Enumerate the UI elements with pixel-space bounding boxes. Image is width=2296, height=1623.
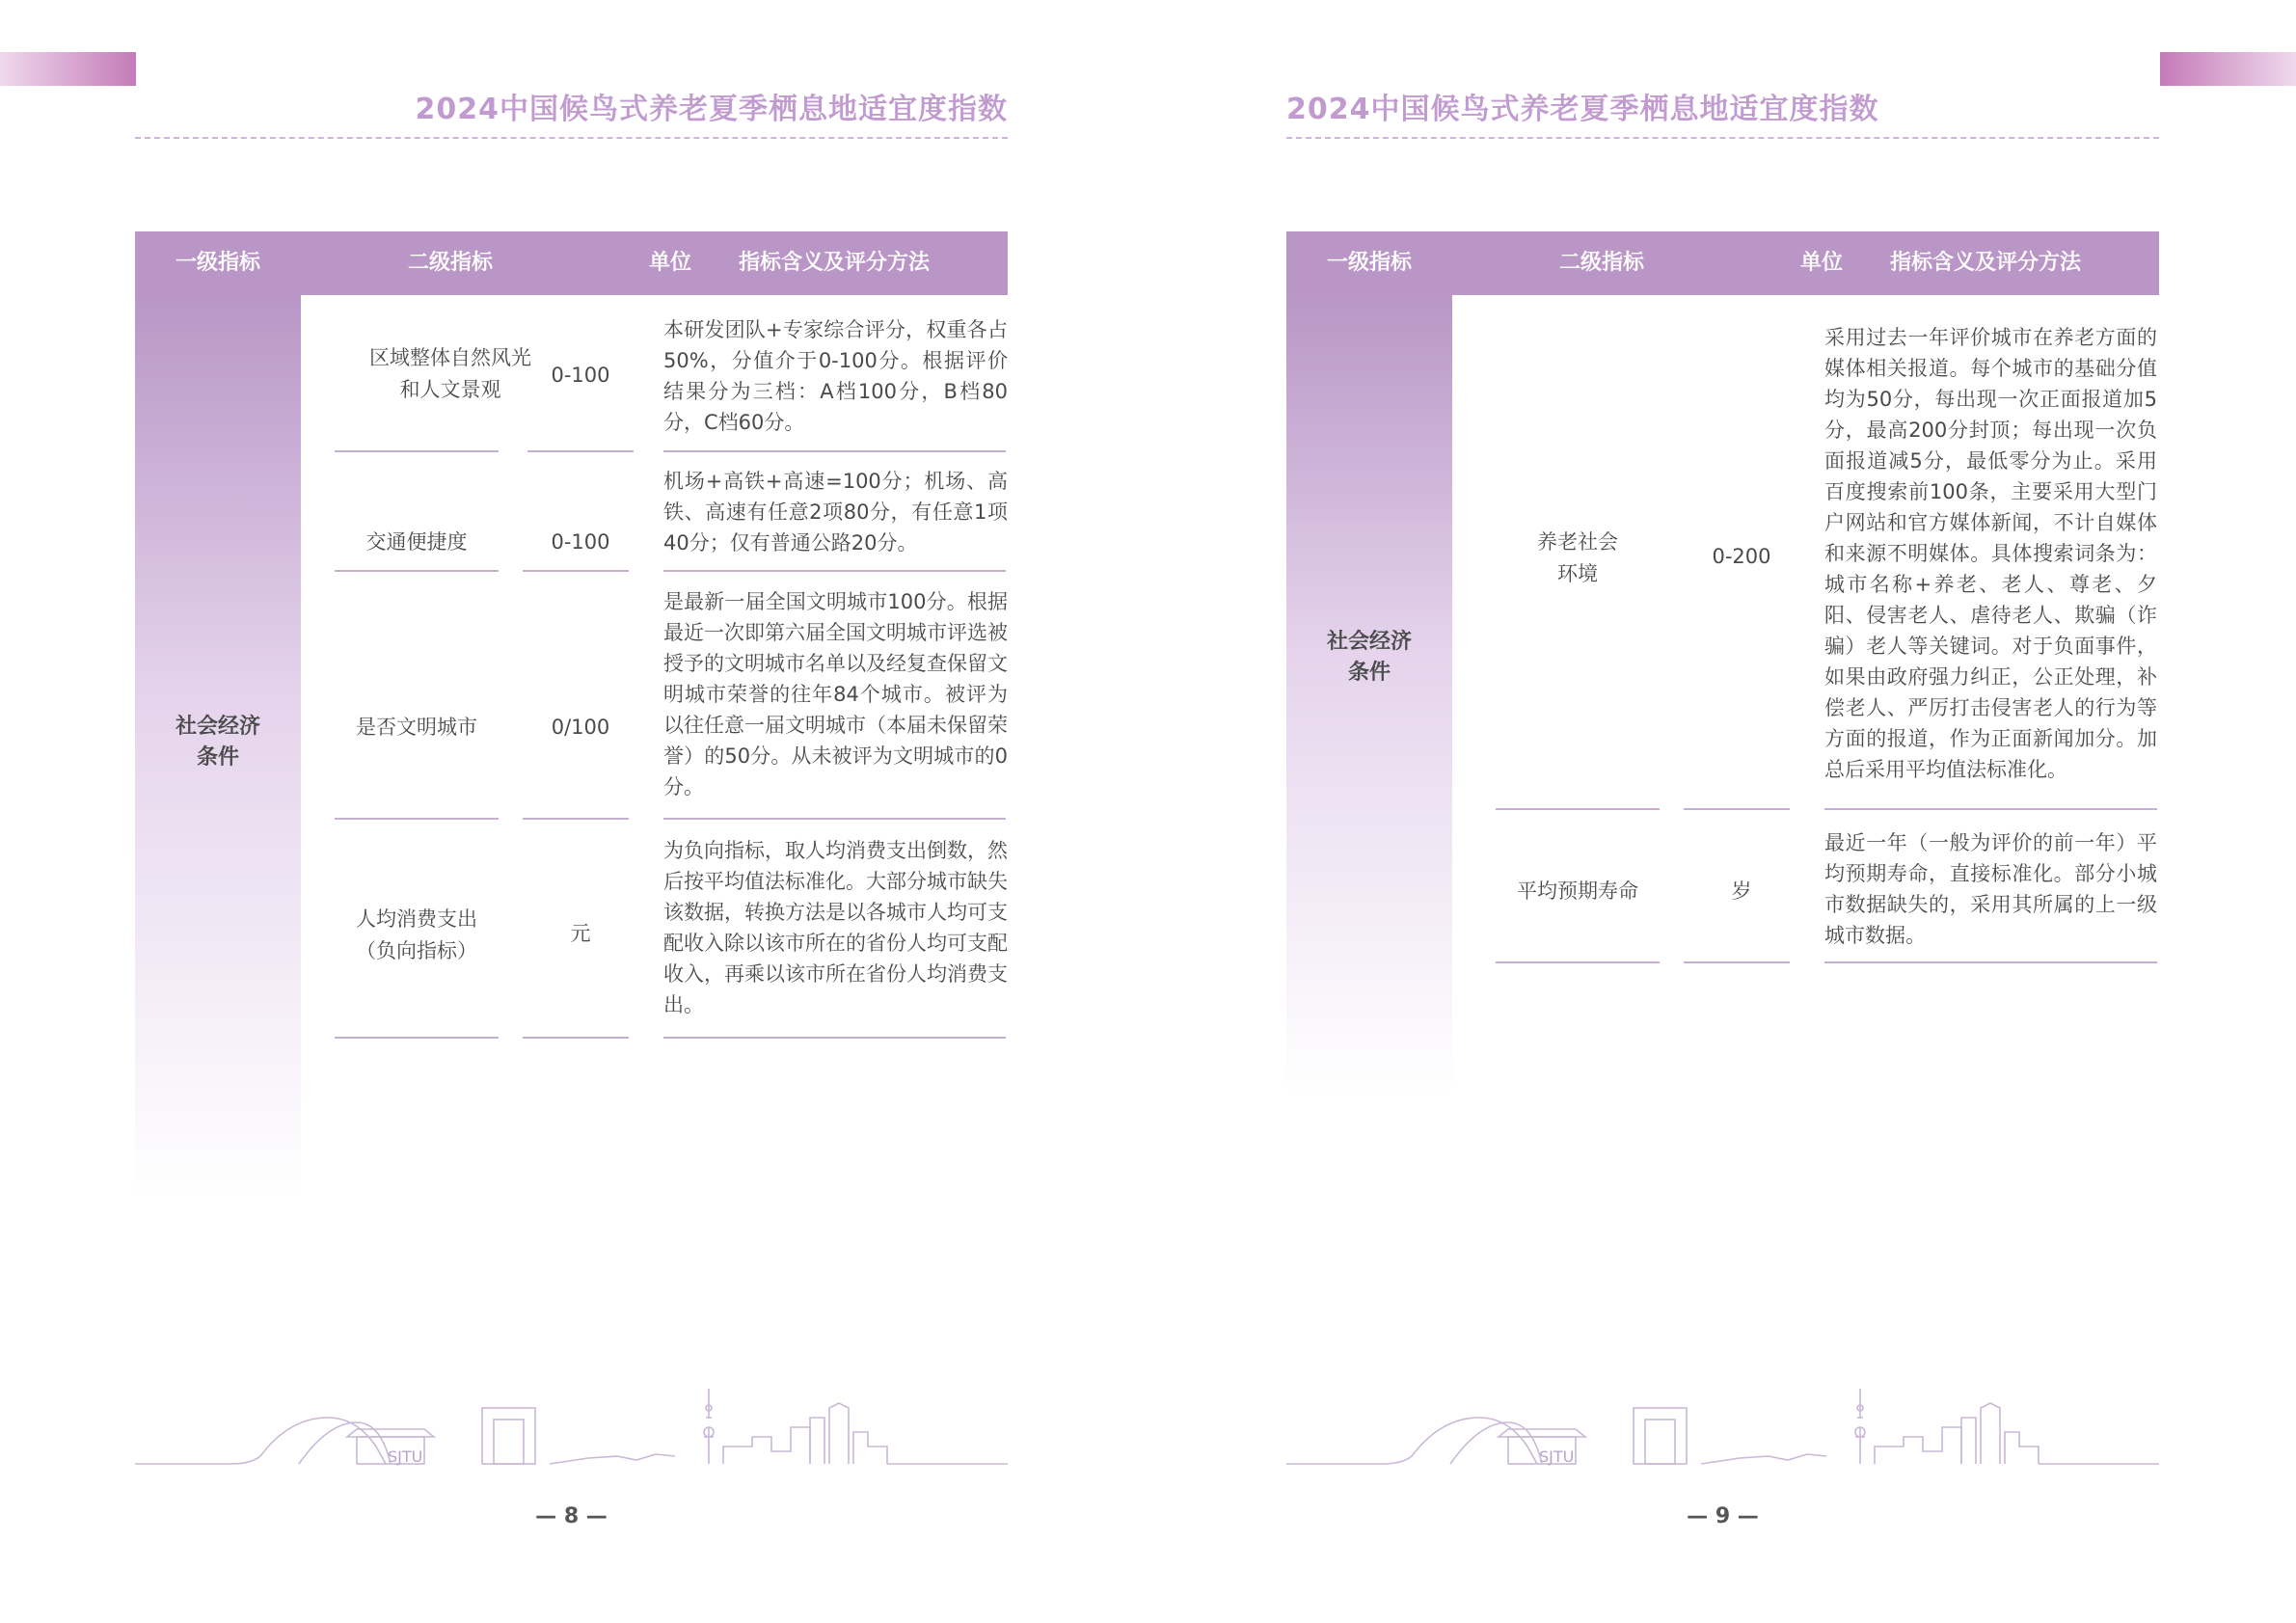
page-left: [135, 0, 1008, 1623]
indicator-method: 是最新一届全国文明城市100分。根据最近一次即第六届全国文明城市评选被授予的文明城市名单以及经复查保留文明城市荣誉的往年84个城市。被评为以往任意一届文明城市（本届未保留荣誉）的50分。从未被评为文明城市的0分。: [663, 590, 1008, 798]
row-divider: [335, 818, 499, 820]
page-number: — 8 —: [535, 1504, 608, 1528]
header-method: 指标含义及评分方法: [738, 251, 930, 275]
header-dashed-rule: [1286, 137, 2159, 139]
city-skyline-illustration: [135, 1379, 1008, 1466]
indicator-method: 采用过去一年评价城市在养老方面的媒体相关报道。每个城市的基础分值均为50分，每出现一次正面报道加5分，最高200分封顶；每出现一次负面报道减5分，最低零分为止。采用百度搜索前100条，主要采用大型门户网站和官方媒体新闻，不计自媒体和来源不明媒体。具体搜索词条为：城市名称+养老、老人、尊老、夕阳、侵害老人、虐待老人、欺骗（诈骗）老人等关键词。对于负面事件，如果由政府强力纠正，公正处理，补偿老人、严厉打击侵害老人的行为等方面的报道，作为正面新闻加分。加总后采用平均值法标准化。: [1824, 326, 2157, 781]
corner-accent-right: [2160, 52, 2296, 86]
header-method: 指标含义及评分方法: [1889, 251, 2081, 275]
row-divider: [1824, 961, 2157, 963]
page-header-title: 2024中国候鸟式养老夏季栖息地适宜度指数: [1286, 93, 1879, 126]
row-divider: [335, 450, 499, 452]
city-skyline-illustration: [1286, 1379, 2159, 1466]
category-label: 社会经济 条件: [175, 715, 260, 770]
category-column: [135, 295, 301, 1197]
indicator-unit: 0-100: [551, 364, 610, 387]
row-divider: [663, 1037, 1006, 1039]
row-divider: [1496, 961, 1660, 963]
header-dashed-rule: [135, 137, 1008, 139]
indicator-name: 交通便捷度: [365, 530, 468, 554]
row-divider: [335, 570, 499, 572]
indicator-name: 养老社会 环境: [1537, 530, 1618, 585]
row-divider: [335, 1037, 499, 1039]
row-divider: [663, 818, 1006, 820]
header-level2: 二级指标: [407, 251, 493, 275]
corner-accent-left: [0, 52, 136, 86]
category-column: [1286, 295, 1452, 1096]
header-level1: 一级指标: [175, 251, 260, 275]
page-number: — 9 —: [1687, 1504, 1759, 1528]
indicator-name: 区域整体自然风光 和人文景观: [369, 346, 531, 401]
row-divider: [1496, 808, 1660, 810]
row-divider: [663, 450, 1006, 452]
row-divider: [523, 818, 629, 820]
category-label: 社会经济 条件: [1326, 630, 1412, 685]
page-header-title: 2024中国候鸟式养老夏季栖息地适宜度指数: [415, 93, 1008, 126]
row-divider: [527, 450, 634, 452]
row-divider: [1684, 961, 1790, 963]
header-unit: 单位: [648, 251, 691, 275]
header-unit: 单位: [1799, 251, 1843, 275]
header-level1: 一级指标: [1326, 251, 1412, 275]
indicator-name: 是否文明城市: [356, 716, 477, 739]
indicator-method: 机场+高铁+高速=100分；机场、高铁、高速有任意2项80分，有任意1项40分；仅有普通公路20分。: [663, 470, 1008, 555]
skyline-logo-text: SJTU: [1539, 1447, 1575, 1466]
indicator-unit: 0-200: [1712, 545, 1771, 568]
indicator-method: 本研发团队+专家综合评分，权重各占50%，分值介于0-100分。根据评价结果分为三档：A档100分，B档80分，C档60分。: [663, 318, 1008, 434]
indicator-unit: 0/100: [551, 716, 610, 739]
indicator-unit: 元: [570, 922, 591, 945]
indicator-name: 平均预期寿命: [1517, 879, 1638, 903]
row-divider: [663, 570, 1006, 572]
skyline-logo-text: SJTU: [388, 1447, 423, 1466]
page-right: [1286, 0, 2159, 1623]
indicator-unit: 0-100: [551, 530, 610, 554]
table-header-row: [1286, 231, 2159, 295]
row-divider: [523, 1037, 629, 1039]
row-divider: [1824, 808, 2157, 810]
indicator-method: 为负向指标，取人均消费支出倒数，然后按平均值法标准化。大部分城市缺失该数据，转换方法是以各城市人均可支配收入除以该市所在的省份人均可支配收入，再乘以该市所在省份人均消费支出。: [663, 839, 1008, 1016]
indicator-unit: 岁: [1731, 879, 1752, 903]
indicator-name: 人均消费支出 （负向指标）: [356, 907, 477, 962]
row-divider: [1684, 808, 1790, 810]
header-level2: 二级指标: [1558, 251, 1644, 275]
table-header-row: [135, 231, 1008, 295]
row-divider: [523, 570, 629, 572]
indicator-method: 最近一年（一般为评价的前一年）平均预期寿命，直接标准化。部分小城市数据缺失的，采用其所属的上一级城市数据。: [1824, 831, 2157, 947]
